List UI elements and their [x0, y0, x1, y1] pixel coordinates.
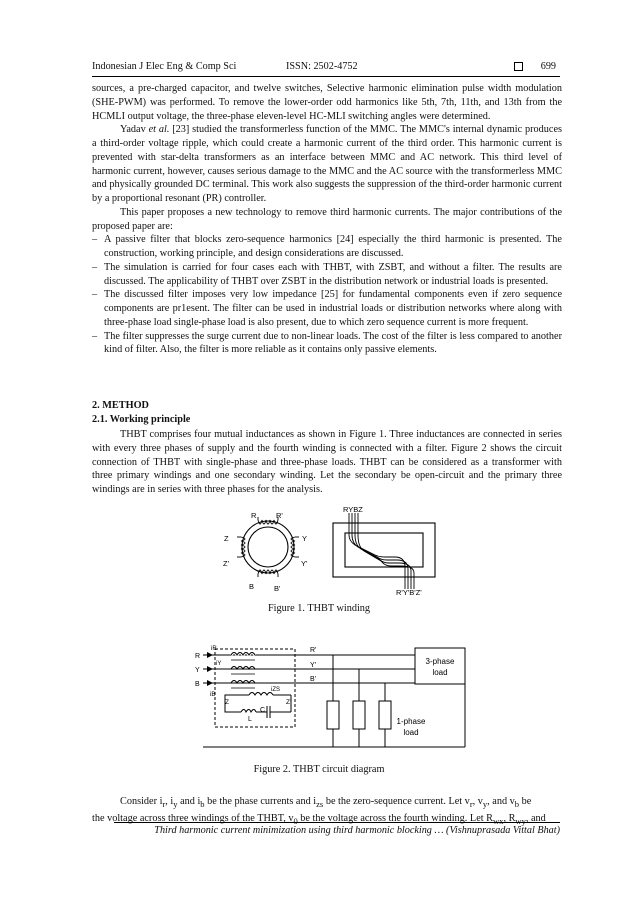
label-b-prime: B'	[274, 584, 281, 593]
figure-2-circuit	[193, 640, 478, 755]
single-phase-load-b	[379, 701, 391, 729]
paragraph: Yadav et al. [23] studied the transformerless function of the MMC. The MMC's internal dynamic produces a third-order voltage ripple, which could create a harmonic current of the third order. This harmonic current is prevented with star-delta transformers as an interface between MMC and AC network. This third level of harmonic current, however, causes serious damage to the MMC and the AC source with the transformerless MMC and physically grounded DC terminal. This work also suggests the suppression of the third-order harmonic current by a proportional resonant (PR) controller.	[92, 124, 563, 204]
label-ir: iR	[211, 646, 217, 652]
list-item: – The filter suppresses the surge current due to non-linear loads. The cost of the filter is less compared to another kind of filter. Also, the filter is more reliable as it contains only passive elements.	[92, 330, 562, 356]
three-phase-load-label-1: 3-phase	[425, 657, 455, 666]
label-z-prime: Z'	[223, 559, 230, 568]
label-z: Z	[225, 699, 229, 706]
figure-1-winding	[215, 505, 450, 595]
paragraph: This paper proposes a new technology to remove third harmonic currents. The major contributions of the proposed paper are:	[92, 206, 562, 232]
single-phase-load-r	[327, 701, 339, 729]
toroid-inner	[248, 527, 288, 567]
label-izs: iZS	[271, 687, 280, 693]
label-y: Y	[195, 667, 200, 674]
core-outer	[333, 523, 435, 577]
list-item: – The discussed filter imposes very low impedance [25] for fundamental components even if zero sequence components are pr1esent. The filter can be used in industrial loads or distribution networks where along with three-phase load single-phase load is also present, due to which zero sequence current is more frequent.	[92, 289, 562, 328]
closing-line-1: Consider $i_r$, $i_y$ and $i_b$ be the phase currents and $i_{zs}$ be the zero-sequence current. Let $v_r$, $v_y$, and $v_b$ be	[120, 796, 532, 810]
label-r-out: R'	[310, 647, 317, 654]
single-phase-load-label-2: load	[403, 728, 419, 737]
label-b: B	[195, 681, 200, 688]
label-ib: iB	[210, 692, 216, 698]
page-footer: Third harmonic current minimization using third harmonic blocking … (Vishnuprasada Vittal Bhat)	[114, 822, 560, 843]
label-z-prime: Z'	[286, 699, 292, 706]
figure-2-caption: Figure 2. THBT circuit diagram	[253, 764, 385, 775]
label-b: B	[249, 582, 255, 591]
three-phase-load-box	[415, 648, 465, 684]
label-y-prime: Y'	[301, 559, 308, 568]
single-phase-load-label-1: 1-phase	[396, 717, 426, 726]
label-rybz: RYBZ	[343, 505, 363, 514]
body-text	[92, 82, 562, 357]
label-c: C	[260, 707, 266, 714]
page-header	[92, 60, 560, 77]
journal-name: Indonesian J Elec Eng & Comp Sci	[92, 61, 237, 72]
label-r: R	[251, 511, 257, 520]
paragraph: sources, a pre-charged capacitor, and twelve switches, Selective harmonic elimination pulse width modulation (SHE-PWM) was performed. To remove the lower-order odd harmonics like 5th, 7th, 11th, and 13th from the HCMLI output voltage, the three-phase eleven-level HC-MLI switching angles were determined.	[92, 83, 562, 122]
label-r-prime: R'	[276, 511, 283, 520]
box-icon	[514, 62, 523, 71]
figure-1-caption: Figure 1. THBT winding	[267, 603, 371, 614]
toroid-coils	[237, 517, 299, 577]
label-z: Z	[224, 534, 229, 543]
page-number: 699	[540, 61, 556, 72]
list-item: – A passive filter that blocks zero-sequence harmonics [24] especially the third harmonic is presented. The construction, working principle, and design considerations are discussed.	[92, 234, 562, 259]
section-heading: 2. METHOD	[92, 400, 149, 411]
label-l: L	[248, 716, 252, 723]
label-y-out: Y'	[310, 662, 317, 669]
toroid-outer	[242, 521, 294, 573]
single-phase-load-y	[353, 701, 365, 729]
contributions-list	[92, 233, 562, 357]
issn: ISSN: 2502-4752	[286, 61, 358, 72]
label-rybz-prime: R'Y'B'Z'	[396, 588, 422, 595]
list-item: – The simulation is carried for four cases each with THBT, with ZSBT, and without a filter. The results are discussed. The applicability of THBT over ZSBT in the distribution network or industrial loads is presented.	[92, 261, 562, 287]
subsection-heading: 2.1. Working principle	[92, 414, 191, 425]
core-windings	[349, 513, 414, 589]
method-paragraph: THBT comprises four mutual inductances as shown in Figure 1. Three inductances are connected in series with every three phases of supply and the fourth winding is connected with a filter. Figure 2 shows the circuit connection of THBT with single-phase and three-phase loads. THBT can be considered as a transformer with three primary windings and one secondary winding. Let the secondary be open-circuit and the primary three windings are in series with three phases for the analysis.	[92, 429, 562, 495]
label-b-out: B'	[310, 676, 317, 683]
label-y: Y	[302, 534, 308, 543]
closing-line-2: the voltage across three windings of the THBT, $v_0$ be the voltage across the fourth winding. Let $R_{wx}$, $R_{wy}$, and	[92, 812, 546, 826]
label-iy: iY	[216, 661, 222, 667]
label-r: R	[195, 653, 201, 660]
three-phase-load-label-2: load	[432, 668, 448, 677]
